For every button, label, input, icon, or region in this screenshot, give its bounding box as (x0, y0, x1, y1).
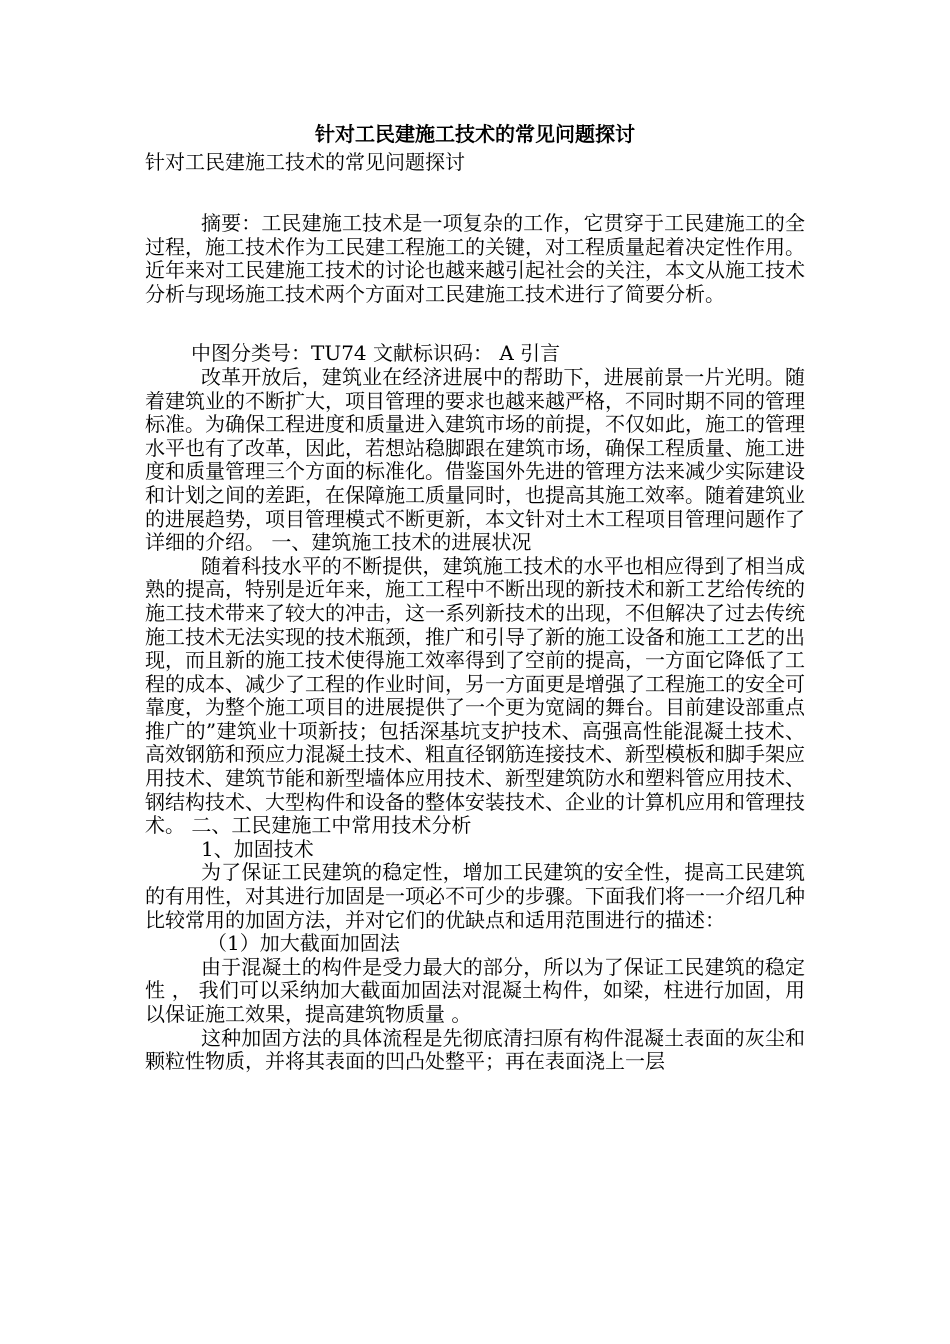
abstract-paragraph: 摘要：工民建施工技术是一项复杂的工作，它贯穿于工民建施工的全过程，施工技术作为工民建工程施工的关键，对工程质量起着决定性作用。近年来对工民建施工技术的讨论也越来越引起社会的关注，本文从施工技术分析与现场施工技术两个方面对工民建施工技术进行了简要分析。 (145, 211, 805, 306)
heading-method1: （1）加大截面加固法 (207, 931, 400, 956)
section1-paragraph: 随着科技水平的不断提供，建筑施工技术的水平也相应得到了相当成熟的提高，特别是近年来，施工工程中不断出现的新技术和新工艺给传统的施工技术带来了较大的冲击，这一系列新技术的出现，不但解决了过去传统施工技术无法实现的技术瓶颈，推广和引导了新的施工设备和施工工艺的出现，而且新的施工技术使得施工效率得到了空前的提高，一方面它降低了工程的成本、减少了工程的作业时间，另一方面更是增强了工程施工的安全可靠度，为整个施工项目的进展提供了一个更为宽阔的舞台。目前建设部重点推广的”建筑业十项新技；包括深基坑支护技术、高强高性能混凝土技术、高效钢筋和预应力混凝土技术、粗直径钢筋连接技术、新型模板和脚手架应用技术、建筑节能和新型墙体应用技术、新型建筑防水和塑料管应用技术、钢结构技术、大型构件和设备的整体安装技术、企业的计算机应用和管理技术。 二、工民建施工中常用技术分析 (145, 553, 805, 838)
document-title: 针对工民建施工技术的常见问题探讨 (315, 122, 635, 146)
heading-reinforcement: 1、加固技术 (201, 836, 314, 861)
method1-paragraph-1: 由于混凝土的构件是受力最大的部分，所以为了保证工民建筑的稳定性 ， 我们可以采纳加大截面加固法对混凝土构件，如梁，柱进行加固，用以保证施工效果，提高建筑物质量 。 (145, 954, 805, 1026)
document-page (145, 120, 805, 1074)
classification-line: 中图分类号：TU74 文献标识码： A 引言 (191, 341, 561, 366)
method1-paragraph-2: 这种加固方法的具体流程是先彻底清扫原有构件混凝土表面的灰尘和颗粒性物质，并将其表面的凹凸处整平；再在表面浇上一层 (145, 1025, 805, 1074)
document-subtitle: 针对工民建施工技术的常见问题探讨 (145, 150, 465, 174)
reinforcement-intro-paragraph: 为了保证工民建筑的稳定性，增加工民建筑的安全性，提高工民建筑的有用性，对其进行加固是一项必不可少的步骤。下面我们将一一介绍几种比较常用的加固方法，并对它们的优缺点和适用范围进行的描述： (145, 860, 805, 932)
paragraph-gap (145, 306, 805, 342)
intro-paragraph: 改革开放后，建筑业在经济进展中的帮助下，进展前景一片光明。随着建筑业的不断扩大，项目管理的要求也越来越严格，不同时期不同的管理标准。为确保工程进度和质量进入建筑市场的前提，不仅如此，施工的管理水平也有了改革，因此，若想站稳脚跟在建筑市场，确保工程质量、施工进度和质量管理三个方面的标准化。借鉴国外先进的管理方法来减少实际建设和计划之间的差距，在保障施工质量同时，也提高其施工效率。随着建筑业的进展趋势，项目管理模式不断更新，本文针对土木工程项目管理问题作了详细的介绍。 一、建筑施工技术的进展状况 (145, 364, 805, 555)
